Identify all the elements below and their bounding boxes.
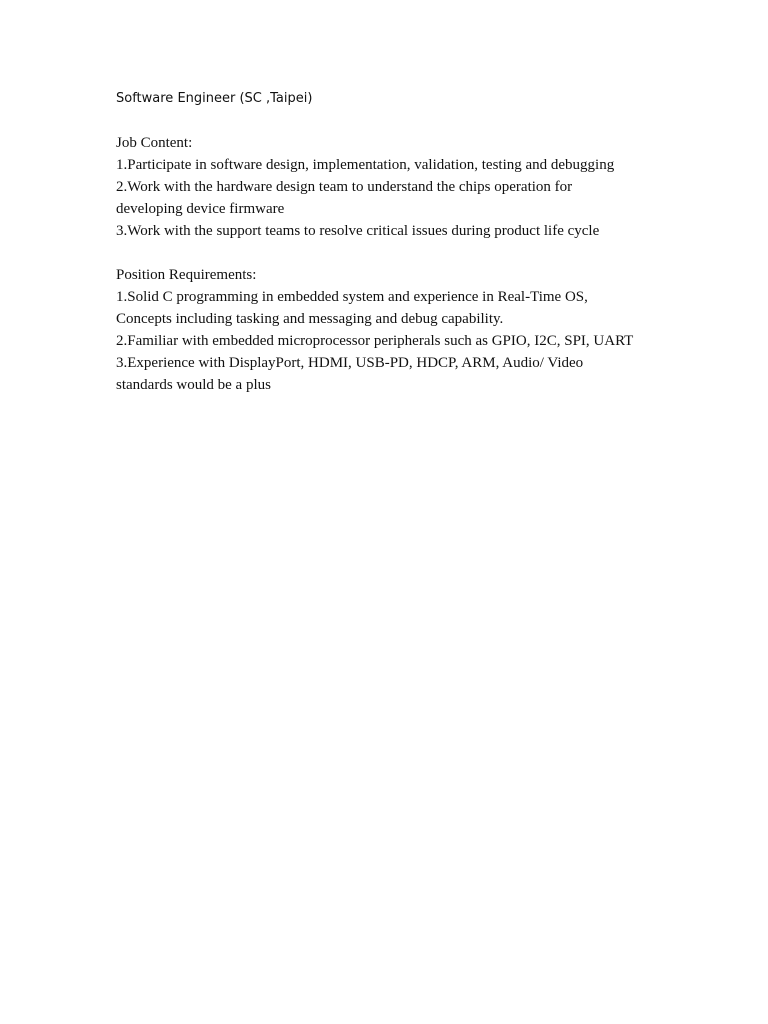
job-content-line: 3.Work with the support teams to resolve critical issues during product life cycle	[116, 223, 600, 239]
job-content-line: 2.Work with the hardware design team to understand the chips operation for	[116, 179, 573, 195]
job-content-line: developing device firmware	[116, 201, 285, 217]
position-requirements-line: 3.Experience with DisplayPort, HDMI, USB-PD, HDCP, ARM, Audio/ Video	[116, 355, 584, 371]
job-content-section	[116, 132, 736, 242]
position-requirements-line: 2.Familiar with embedded microprocessor peripherals such as GPIO, I2C, SPI, UART	[116, 333, 634, 349]
job-content-line: 1.Participate in software design, implementation, validation, testing and debugging	[116, 157, 615, 173]
position-requirements-line: Concepts including tasking and messaging and debug capability.	[116, 311, 504, 327]
document-title: Software Engineer (SC ,Taipei)	[116, 91, 313, 106]
job-posting	[116, 88, 736, 396]
position-requirements-line: 1.Solid C programming in embedded system and experience in Real-Time OS,	[116, 289, 588, 305]
position-requirements-section	[116, 264, 736, 396]
job-content-heading: Job Content:	[116, 135, 193, 151]
position-requirements-heading: Position Requirements:	[116, 267, 257, 283]
position-requirements-line: standards would be a plus	[116, 377, 271, 393]
